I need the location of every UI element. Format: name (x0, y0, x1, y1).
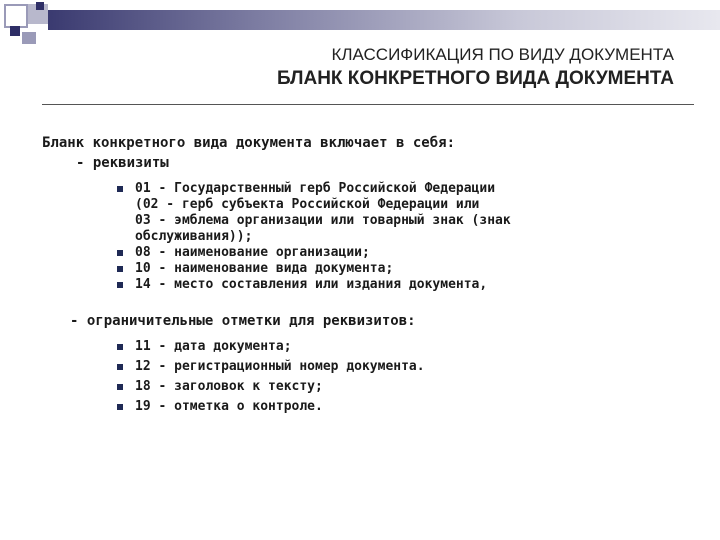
list-item: 11 - дата документа; (135, 337, 682, 357)
square-bullet-icon (117, 364, 123, 370)
list-item: 18 - заголовок к тексту; (135, 377, 682, 397)
list-item: 08 - наименование организации; (135, 245, 682, 261)
restrictive-marks-list (42, 337, 682, 417)
square-bullet-icon (117, 384, 123, 390)
intro-text: Бланк конкретного вида документа включает в себя: (42, 135, 456, 151)
list-item-continuation: (02 - герб субъекта Российской Федерации или (135, 197, 480, 212)
divider-line (42, 104, 694, 105)
square-bullet-icon (117, 404, 123, 410)
section-requisites-label: - реквизиты (76, 155, 169, 171)
square-bullet-icon (117, 282, 123, 288)
square-bullet-icon (117, 266, 123, 272)
list-item-continuation: 03 - эмблема организации или товарный знак (знак (135, 213, 511, 228)
list-item: 19 - отметка о контроле. (135, 397, 682, 417)
header-gradient-bar (48, 10, 720, 30)
requisites-list (42, 181, 682, 293)
section-restrictive-marks-label: - ограничительные отметки для реквизитов: (70, 313, 416, 329)
list-item-continuation: обслуживания)); (135, 229, 253, 244)
square-bullet-icon (117, 344, 123, 350)
list-item: 01 - Государственный герб Российской Федерации (135, 181, 682, 197)
slide-body (42, 133, 682, 417)
square-bullet-icon (117, 250, 123, 256)
slide-subtitle: БЛАНК КОНКРЕТНОГО ВИДА ДОКУМЕНТА (276, 68, 674, 89)
square-bullet-icon (117, 186, 123, 192)
list-item: 14 - место составления или издания документа, (135, 277, 682, 293)
slide-title: КЛАССИФИКАЦИЯ ПО ВИДУ ДОКУМЕНТА (331, 45, 674, 64)
list-item: 12 - регистрационный номер документа. (135, 357, 682, 377)
list-item: 10 - наименование вида документа; (135, 261, 682, 277)
